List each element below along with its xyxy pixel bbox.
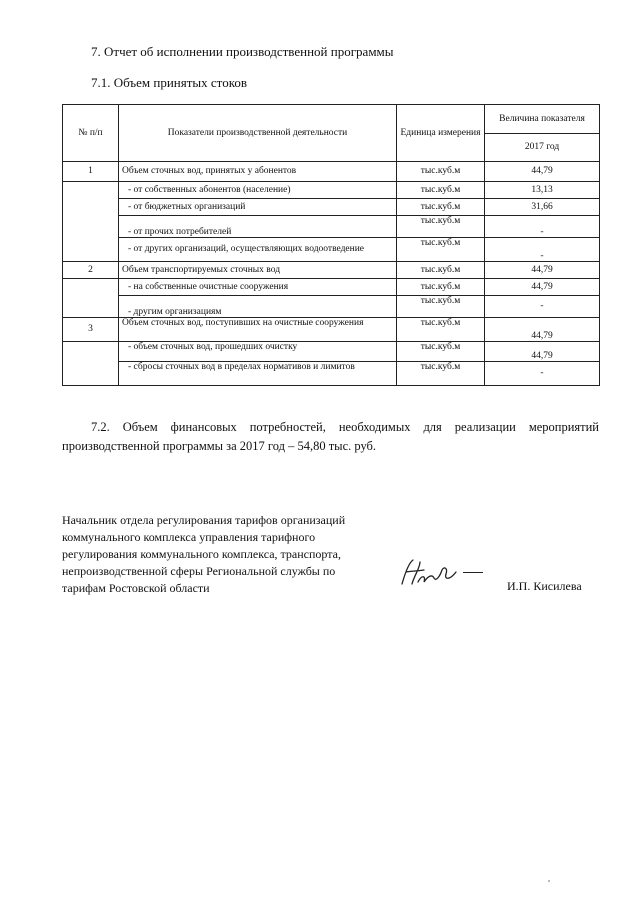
signatory-name: И.П. Кисилева <box>507 579 582 593</box>
table-row <box>63 162 600 182</box>
row-indicator: - от бюджетных организаций <box>119 199 397 216</box>
row-indicator: - от других организаций, осуществляющих водоотведение <box>119 238 397 262</box>
row-indicator: Объем сточных вод, поступивших на очистные сооружения <box>119 318 397 342</box>
row-value: - <box>485 296 600 318</box>
table-row <box>63 238 600 262</box>
row-indicator: - объем сточных вод, прошедших очистку <box>119 342 397 362</box>
financial-needs-paragraph: 7.2. Объем финансовых потребностей, необходимых для реализации мероприятий производственной программы за 2017 год – 54,80 тыс. руб. <box>62 420 599 453</box>
section-heading: 7. Отчет об исполнении производственной программы <box>91 44 394 59</box>
row-unit: тыс.куб.м <box>397 199 485 216</box>
table-row <box>63 318 600 342</box>
row-unit: тыс.куб.м <box>397 318 485 342</box>
row-unit: тыс.куб.м <box>397 296 485 318</box>
row-unit: тыс.куб.м <box>397 238 485 262</box>
row-unit: тыс.куб.м <box>397 162 485 182</box>
header-unit: Единица измерения <box>397 105 485 162</box>
row-num: 1 <box>63 162 119 182</box>
row-indicator: Объем сточных вод, принятых у абонентов <box>119 162 397 182</box>
table-row <box>63 216 600 238</box>
row-value: 44,79 <box>485 342 600 362</box>
header-num: № п/п <box>63 105 119 162</box>
signature-dash <box>463 572 483 573</box>
row-value: 44,79 <box>485 162 600 182</box>
row-value: - <box>485 362 600 386</box>
row-num: 3 <box>63 318 119 342</box>
row-unit: тыс.куб.м <box>397 342 485 362</box>
scan-speck <box>548 880 550 882</box>
row-value: 13,13 <box>485 182 600 199</box>
wastewater-table <box>62 104 600 386</box>
row-num-empty <box>63 342 119 386</box>
row-unit: тыс.куб.м <box>397 262 485 279</box>
header-indicator: Показатели производственной деятельности <box>119 105 397 162</box>
table-row <box>63 182 600 199</box>
row-value: 44,79 <box>485 279 600 296</box>
header-year: 2017 год <box>485 134 600 162</box>
table-row <box>63 279 600 296</box>
row-num-empty <box>63 279 119 318</box>
row-num: 2 <box>63 262 119 279</box>
table-row <box>63 199 600 216</box>
table-row <box>63 296 600 318</box>
table-row <box>63 362 600 386</box>
signatory-position: Начальник отдела регулирования тарифов организаций коммунального комплекса управления тарифного регулирования коммунального комплекса, транспорта, непроизводственной сферы Региональной службы по тарифам Ростовской области <box>62 513 346 595</box>
row-unit: тыс.куб.м <box>397 216 485 238</box>
row-value: 44,79 <box>485 262 600 279</box>
header-value-group: Величина показателя <box>485 105 600 134</box>
row-indicator: Объем транспортируемых сточных вод <box>119 262 397 279</box>
table-row <box>63 262 600 279</box>
row-indicator: - на собственные очистные сооружения <box>119 279 397 296</box>
row-num-empty <box>63 182 119 262</box>
row-unit: тыс.куб.м <box>397 182 485 199</box>
row-indicator: - от собственных абонентов (население) <box>119 182 397 199</box>
row-indicator: - сбросы сточных вод в пределах нормативов и лимитов <box>119 362 397 386</box>
row-indicator: - от прочих потребителей <box>119 216 397 238</box>
row-value: 31,66 <box>485 199 600 216</box>
row-value: 44,79 <box>485 318 600 342</box>
row-value: - <box>485 216 600 238</box>
subsection-heading: 7.1. Объем принятых стоков <box>91 75 247 90</box>
row-indicator: - другим организациям <box>119 296 397 318</box>
row-unit: тыс.куб.м <box>397 362 485 386</box>
row-unit: тыс.куб.м <box>397 279 485 296</box>
handwritten-signature-icon <box>398 554 460 594</box>
row-value: - <box>485 238 600 262</box>
table-row <box>63 342 600 362</box>
